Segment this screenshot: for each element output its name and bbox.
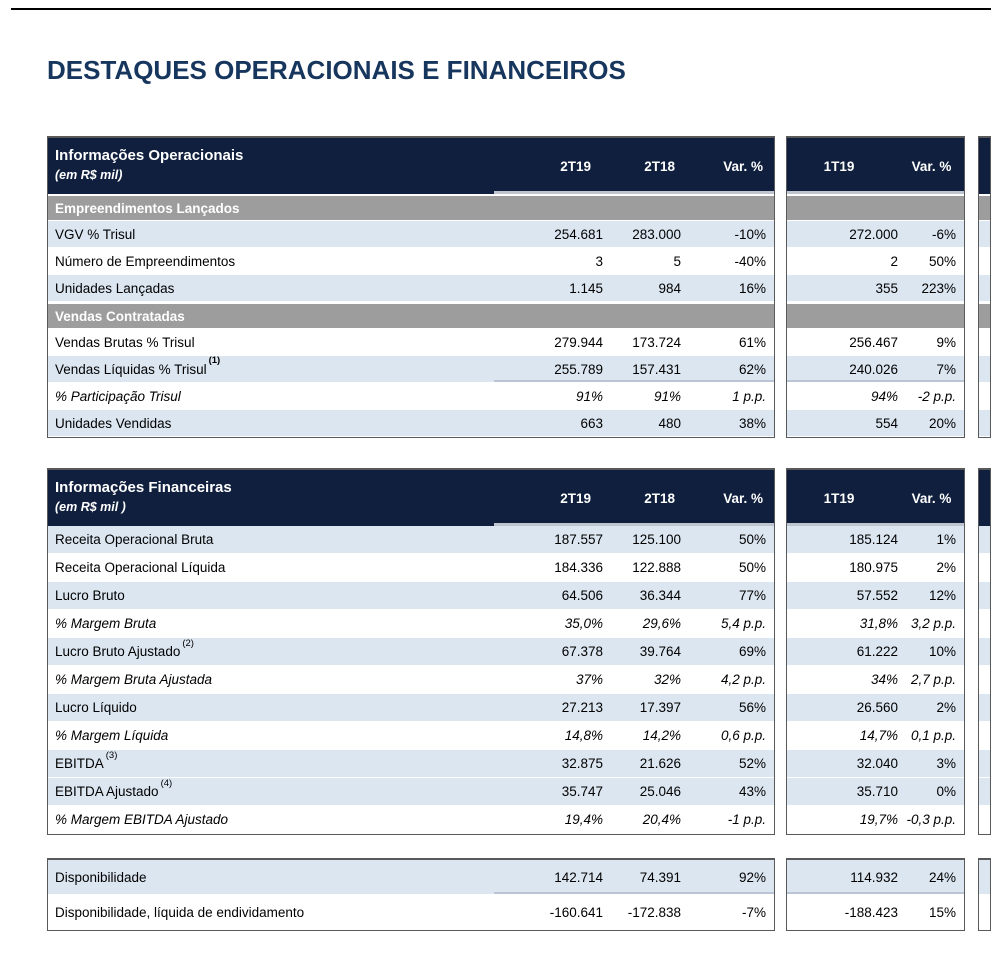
row-label: Número de Empreendimentos	[55, 253, 236, 269]
value-cell: 27.213	[561, 700, 603, 715]
liquidity-table-1t19	[786, 858, 965, 931]
value-cell: -10%	[734, 226, 766, 242]
value-cell: 142.714	[554, 869, 603, 885]
table-row	[48, 221, 774, 248]
value-cell: 4,2 p.p.	[720, 672, 766, 687]
row-label: % Margem Bruta	[55, 616, 157, 631]
row-label: % Margem EBITDA Ajustado	[55, 812, 229, 827]
value-cell: 663	[580, 415, 603, 431]
table-row	[48, 638, 774, 666]
table-row	[787, 895, 964, 930]
value-cell: 26.560	[856, 700, 898, 715]
table-row	[48, 750, 774, 778]
value-cell: 77%	[738, 588, 766, 603]
row-values	[787, 750, 964, 777]
table-row	[979, 722, 990, 750]
table-row	[48, 610, 774, 638]
row-values	[494, 383, 774, 409]
value-cell: 91%	[653, 388, 681, 404]
table-row	[787, 666, 964, 694]
value-cell: 256.467	[849, 334, 898, 350]
table-row	[979, 806, 990, 834]
value-cell: 69%	[738, 644, 766, 659]
value-cell: 62%	[738, 361, 766, 377]
value-cell: 57.552	[856, 588, 898, 603]
row-values	[494, 638, 774, 665]
value-cell: 480	[658, 415, 681, 431]
value-cell: 36.344	[639, 588, 681, 603]
value-cell: 122.888	[632, 560, 681, 575]
footnote-ref: (3)	[105, 749, 118, 761]
table-row	[48, 722, 774, 750]
row-values	[787, 582, 964, 609]
table-row	[48, 806, 774, 834]
value-cell: 91%	[575, 388, 603, 404]
table-row	[979, 329, 990, 356]
value-cell: 185.124	[849, 532, 898, 547]
table-row	[979, 221, 990, 248]
table-row	[48, 526, 774, 554]
value-cell: 272.000	[849, 226, 898, 242]
table-title: Informações Operacionais	[55, 147, 244, 164]
value-cell: 1.145	[569, 280, 603, 296]
table-row	[787, 750, 964, 778]
row-label: % Participação Trisul	[55, 388, 181, 404]
row-label: Unidades Lançadas	[55, 280, 175, 296]
value-cell: 0,1 p.p.	[910, 728, 956, 743]
value-cell: 94%	[870, 388, 898, 404]
value-cell: 32%	[653, 672, 681, 687]
value-cell: 16%	[738, 280, 766, 296]
table-header	[48, 138, 774, 194]
footnote-ref: (4)	[160, 777, 173, 789]
table-row	[979, 526, 990, 554]
table-header-label	[48, 470, 494, 526]
table-row	[48, 356, 774, 383]
financial-table-next-period-sliver	[978, 468, 991, 835]
value-cell: 3	[595, 253, 603, 269]
row-label: Receita Operacional Bruta	[55, 532, 214, 547]
table-row	[48, 778, 774, 806]
value-cell: 184.336	[554, 560, 603, 575]
row-label: EBITDA Ajustado$^{(4)}$	[55, 777, 173, 799]
value-cell: 32.040	[856, 756, 898, 771]
row-values	[787, 860, 964, 894]
footnote-ref: (2)	[182, 637, 194, 649]
row-values	[494, 610, 774, 637]
table-row	[787, 860, 964, 895]
table-row	[979, 410, 990, 437]
operational-table-next-period-sliver	[978, 136, 991, 438]
value-cell: 43%	[738, 784, 766, 799]
value-cell: 5	[673, 253, 681, 269]
table-row	[787, 383, 964, 410]
row-label: Vendas Brutas % Trisul	[55, 334, 195, 350]
section-header-row	[979, 194, 990, 221]
row-values	[494, 750, 774, 777]
row-values	[787, 778, 964, 805]
section-header-row	[787, 194, 964, 221]
row-label: % Margem Líquida	[55, 728, 169, 743]
value-cell: -188.423	[844, 904, 898, 920]
row-values	[787, 895, 964, 929]
table-row	[787, 356, 964, 383]
page-title: DESTAQUES OPERACIONAIS E FINANCEIROS	[47, 55, 626, 85]
value-cell: 12%	[928, 588, 956, 603]
table-row	[48, 248, 774, 275]
financial-table	[47, 468, 775, 835]
top-rule	[11, 8, 991, 10]
value-cell: 56%	[738, 700, 766, 715]
value-cell: 240.026	[849, 361, 898, 377]
value-cell: 17.397	[639, 700, 681, 715]
value-cell: 35.747	[561, 784, 603, 799]
value-cell: 157.431	[632, 361, 681, 377]
value-cell: 61%	[738, 334, 766, 350]
table-row	[787, 610, 964, 638]
liquidity-table-next-period-sliver	[978, 858, 991, 931]
row-values	[494, 666, 774, 693]
row-values	[787, 666, 964, 693]
value-cell: 74.391	[639, 869, 681, 885]
section-header-row: Empreendimentos Lançados	[48, 194, 774, 221]
value-cell: 24%	[928, 869, 956, 885]
value-cell: 35,0%	[564, 616, 603, 631]
value-cell: 554	[875, 415, 898, 431]
row-values	[787, 722, 964, 749]
liquidity-table	[47, 858, 775, 931]
column-headers	[494, 470, 774, 526]
value-cell: 9%	[936, 334, 956, 350]
table-row	[787, 694, 964, 722]
table-row	[979, 248, 990, 275]
value-cell: 61.222	[856, 644, 898, 659]
value-cell: 14,8%	[564, 728, 603, 743]
value-cell: 173.724	[632, 334, 681, 350]
table-row	[48, 275, 774, 302]
table-row	[979, 895, 990, 930]
row-values	[787, 329, 964, 355]
value-cell: 7%	[936, 361, 956, 377]
table-row	[979, 356, 990, 383]
row-label: Lucro Bruto	[55, 588, 125, 603]
table-subtitle: (em R$ mil)	[55, 168, 123, 182]
row-label: Unidades Vendidas	[55, 415, 172, 431]
row-values	[494, 275, 774, 301]
row-label: Disponibilidade	[55, 869, 147, 885]
table-header	[787, 138, 964, 194]
value-cell: 2%	[936, 560, 956, 575]
table-row	[787, 526, 964, 554]
table-row	[787, 638, 964, 666]
table-row	[48, 582, 774, 610]
row-values	[494, 356, 774, 382]
value-cell: 187.557	[554, 532, 603, 547]
row-values	[494, 582, 774, 609]
value-cell: 20,4%	[642, 812, 681, 827]
value-cell: 31,8%	[859, 616, 898, 631]
table-row	[787, 221, 964, 248]
operational-table-1t19	[786, 136, 965, 438]
value-cell: 19,7%	[859, 812, 898, 827]
row-label: Vendas Líquidas % Trisul$^{(1)}$	[55, 355, 221, 377]
column-header: 2T18	[644, 158, 675, 174]
row-values	[787, 356, 964, 382]
value-cell: 355	[875, 280, 898, 296]
value-cell: -1 p.p.	[727, 812, 766, 827]
operational-table	[47, 136, 775, 438]
row-label: Lucro Líquido	[55, 700, 137, 715]
table-row	[48, 895, 774, 930]
row-values	[494, 778, 774, 805]
table-row	[48, 554, 774, 582]
column-header: 1T19	[823, 490, 855, 506]
column-header: 2T19	[560, 158, 591, 174]
row-values	[787, 638, 964, 665]
value-cell: 0,6 p.p.	[720, 728, 766, 743]
value-cell: 180.975	[849, 560, 898, 575]
row-label: VGV % Trisul	[55, 226, 136, 242]
column-headers	[787, 470, 964, 526]
value-cell: 254.681	[554, 226, 603, 242]
table-row	[48, 860, 774, 895]
column-headers	[494, 138, 774, 194]
table-row	[979, 554, 990, 582]
value-cell: 5,4 p.p.	[720, 616, 766, 631]
row-label: % Margem Bruta Ajustada	[55, 672, 213, 687]
value-cell: 35.710	[856, 784, 898, 799]
table-row	[787, 778, 964, 806]
table-row	[787, 275, 964, 302]
section-header-row	[787, 302, 964, 329]
column-header: 2T18	[644, 490, 675, 506]
table-subtitle: (em R$ mil )	[55, 500, 126, 514]
value-cell: 10%	[928, 644, 956, 659]
table-row	[979, 750, 990, 778]
value-cell: 92%	[738, 869, 766, 885]
value-cell: -160.641	[549, 904, 603, 920]
value-cell: 14,2%	[642, 728, 681, 743]
table-row	[979, 638, 990, 666]
financial-table-1t19	[786, 468, 965, 835]
table-header	[979, 138, 990, 194]
value-cell: 14,7%	[859, 728, 898, 743]
value-cell: -0,3 p.p.	[906, 812, 956, 827]
table-row	[787, 329, 964, 356]
column-headers	[787, 138, 964, 194]
value-cell: 50%	[738, 532, 766, 547]
table-header	[979, 470, 990, 526]
table-row	[48, 666, 774, 694]
row-values	[494, 248, 774, 274]
table-row	[979, 778, 990, 806]
value-cell: 1 p.p.	[732, 388, 766, 404]
value-cell: -172.838	[627, 904, 681, 920]
value-cell: 283.000	[632, 226, 681, 242]
value-cell: 2,7 p.p.	[910, 672, 956, 687]
value-cell: 67.378	[561, 644, 603, 659]
table-title: Informações Financeiras	[55, 479, 232, 496]
table-row	[979, 275, 990, 302]
row-values	[787, 806, 964, 833]
row-values	[494, 526, 774, 553]
value-cell: 114.932	[850, 869, 898, 885]
column-header: 1T19	[823, 158, 855, 174]
footnote-ref: (1)	[208, 355, 221, 366]
row-values	[787, 275, 964, 301]
value-cell: 3,2 p.p.	[910, 616, 956, 631]
table-row	[787, 582, 964, 610]
table-row	[979, 694, 990, 722]
table-row	[979, 582, 990, 610]
value-cell: 984	[658, 280, 681, 296]
column-header: 2T19	[560, 490, 591, 506]
value-cell: 21.626	[639, 756, 681, 771]
table-header	[48, 470, 774, 526]
row-values	[787, 610, 964, 637]
table-row	[48, 383, 774, 410]
table-header	[787, 470, 964, 526]
table-row	[979, 383, 990, 410]
value-cell: 2%	[936, 700, 956, 715]
table-row	[787, 806, 964, 834]
row-values	[787, 383, 964, 409]
row-values	[787, 221, 964, 247]
value-cell: 29,6%	[642, 616, 681, 631]
row-values	[494, 410, 774, 436]
table-row	[979, 860, 990, 895]
value-cell: 19,4%	[564, 812, 603, 827]
value-cell: 223%	[921, 280, 956, 296]
table-row	[787, 722, 964, 750]
value-cell: 125.100	[632, 532, 681, 547]
row-label: Receita Operacional Líquida	[55, 560, 226, 575]
column-header: Var. %	[723, 490, 763, 506]
table-row	[979, 666, 990, 694]
value-cell: 15%	[928, 904, 956, 920]
table-row	[48, 329, 774, 356]
table-row	[787, 554, 964, 582]
table-row	[48, 694, 774, 722]
column-header: Var. %	[723, 158, 763, 174]
value-cell: 3%	[936, 756, 956, 771]
row-values	[787, 410, 964, 436]
value-cell: 20%	[928, 415, 956, 431]
value-cell: 64.506	[561, 588, 603, 603]
value-cell: 2	[890, 253, 898, 269]
value-cell: 25.046	[639, 784, 681, 799]
value-cell: 279.944	[554, 334, 603, 350]
row-values	[787, 554, 964, 581]
value-cell: -40%	[734, 253, 766, 269]
section-header-row: Vendas Contratadas	[48, 302, 774, 329]
row-values	[787, 694, 964, 721]
value-cell: -2 p.p.	[917, 388, 956, 404]
row-values	[787, 526, 964, 553]
value-cell: -6%	[931, 226, 956, 242]
row-label: Disponibilidade, líquida de endividamento	[55, 904, 305, 920]
column-header: Var. %	[911, 158, 952, 174]
row-values	[494, 329, 774, 355]
value-cell: 39.764	[639, 644, 681, 659]
row-label: EBITDA$^{(3)}$	[55, 749, 118, 771]
row-values	[494, 694, 774, 721]
row-label: Lucro Bruto Ajustado$^{(2)}$	[55, 637, 194, 659]
section-header-row	[979, 302, 990, 329]
value-cell: 37%	[575, 672, 603, 687]
value-cell: 34%	[870, 672, 898, 687]
row-values	[494, 806, 774, 833]
value-cell: 255.789	[554, 361, 603, 377]
table-row	[979, 610, 990, 638]
value-cell: 1%	[936, 532, 956, 547]
value-cell: 50%	[928, 253, 956, 269]
value-cell: 32.875	[561, 756, 603, 771]
value-cell: 38%	[738, 415, 766, 431]
table-row	[787, 410, 964, 437]
value-cell: 52%	[738, 756, 766, 771]
row-values	[494, 895, 774, 929]
row-values	[787, 248, 964, 274]
value-cell: -7%	[741, 904, 766, 920]
table-row	[787, 248, 964, 275]
row-values	[494, 860, 774, 894]
row-values	[494, 722, 774, 749]
value-cell: 0%	[936, 784, 956, 799]
row-values	[494, 221, 774, 247]
table-row	[48, 410, 774, 437]
column-header: Var. %	[911, 490, 952, 506]
row-values	[494, 554, 774, 581]
value-cell: 50%	[738, 560, 766, 575]
table-header-label	[48, 138, 494, 194]
